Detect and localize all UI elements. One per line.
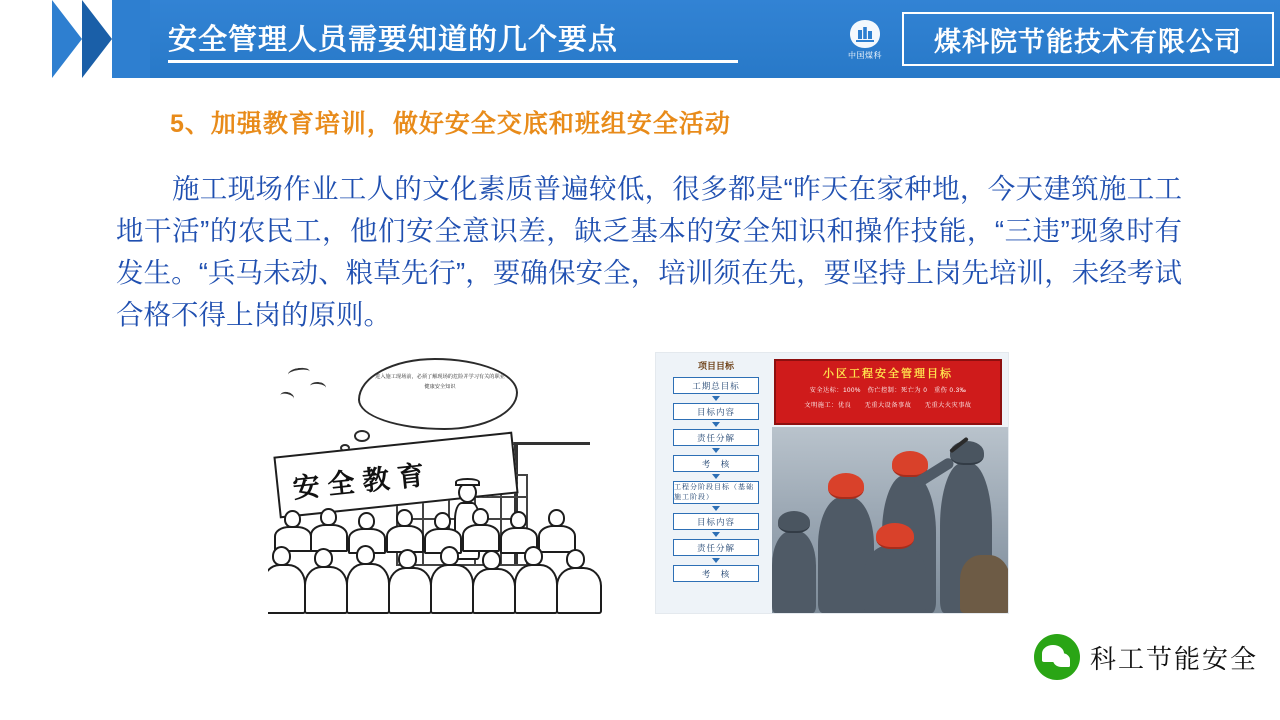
worker-figure: [772, 531, 816, 613]
thought-bubble: [358, 358, 518, 430]
banner-text: 安全教育: [291, 459, 434, 504]
helmet-icon: [828, 473, 864, 499]
flowchart-node: 考 核: [673, 455, 759, 472]
wechat-footer: [1034, 634, 1258, 680]
helmet-icon: [876, 523, 914, 549]
page-title: 安全管理人员需要知道的几个要点: [168, 24, 619, 56]
thought-bubble-text: 进入施工现场前，必须了解现场的危险并学习有关的职业健康安全知识: [375, 374, 505, 390]
cap-icon: [778, 511, 810, 533]
coal-science-logo-icon: [848, 19, 882, 49]
arrow-down-icon: [712, 506, 720, 511]
company-name: 煤科院节能技术有限公司: [934, 26, 1242, 57]
worker-crowd: [268, 502, 608, 614]
arrow-down-icon: [712, 474, 720, 479]
flowchart-node: 工程分阶段目标（基础施工阶段）: [673, 481, 759, 504]
workers-photo-scene: [772, 427, 1008, 613]
red-board-line: 文明施工：优良 无重大设备事故 无重大火灾事故: [804, 402, 972, 409]
arrow-down-icon: [712, 532, 720, 537]
body-paragraph: 施工现场作业工人的文化素质普遍较低，很多都是“昨天在家种地，今天建筑施工工地干活”的农民工，他们安全意识差，缺乏基本的安全知识和操作技能，“三违”现象时有发生。“兵马未动、粮草先行”，要确保安全，培训须在先，要坚持上岗先培训，未经考试合格不得上岗的原则。: [116, 173, 1182, 330]
arrow-down-icon: [712, 396, 720, 401]
wechat-icon: [1034, 634, 1080, 680]
chevron-right-icon: [82, 0, 112, 78]
bird-icon: [279, 390, 295, 403]
header-accent-strip: [112, 0, 150, 78]
title-underline: [168, 60, 738, 63]
section-heading: 5、加强教育培训，做好安全交底和班组安全活动: [170, 110, 731, 138]
red-board-line: 安全达标：100% 伤亡控制：死亡为 0 重伤 0.3‰: [809, 387, 967, 394]
flowchart-title: 项目目标: [697, 361, 734, 371]
flowchart-node: 工期总目标: [673, 377, 759, 394]
slide-header: [0, 0, 1280, 78]
instructor-cap: [455, 478, 480, 486]
thought-bubble-tail: [354, 430, 370, 442]
chevron-right-icon: [52, 0, 82, 78]
arrow-down-icon: [712, 422, 720, 427]
flowchart-node: 目标内容: [673, 513, 759, 530]
bird-icon: [287, 367, 310, 380]
arrow-down-icon: [712, 448, 720, 453]
wechat-account-name: 科工节能安全: [1089, 643, 1258, 674]
worker-figure: [960, 555, 1009, 613]
bird-icon: [310, 381, 327, 393]
logo-caption: 中国煤科: [848, 51, 882, 60]
brand-logo: [837, 12, 893, 68]
project-target-flowchart: [664, 359, 768, 587]
safety-target-board-image: [655, 352, 1009, 614]
flowchart-node: 目标内容: [673, 403, 759, 420]
red-board-title: 小区工程安全管理目标: [823, 368, 953, 380]
company-name-box: [902, 12, 1274, 66]
flowchart-node: 责任分解: [673, 429, 759, 446]
flowchart-node: 责任分解: [673, 539, 759, 556]
safety-target-red-board: [774, 359, 1002, 425]
worker-figure: [864, 545, 926, 613]
arrow-down-icon: [712, 558, 720, 563]
flowchart-node: 考 核: [673, 565, 759, 582]
safety-education-cartoon-image: [268, 352, 608, 614]
